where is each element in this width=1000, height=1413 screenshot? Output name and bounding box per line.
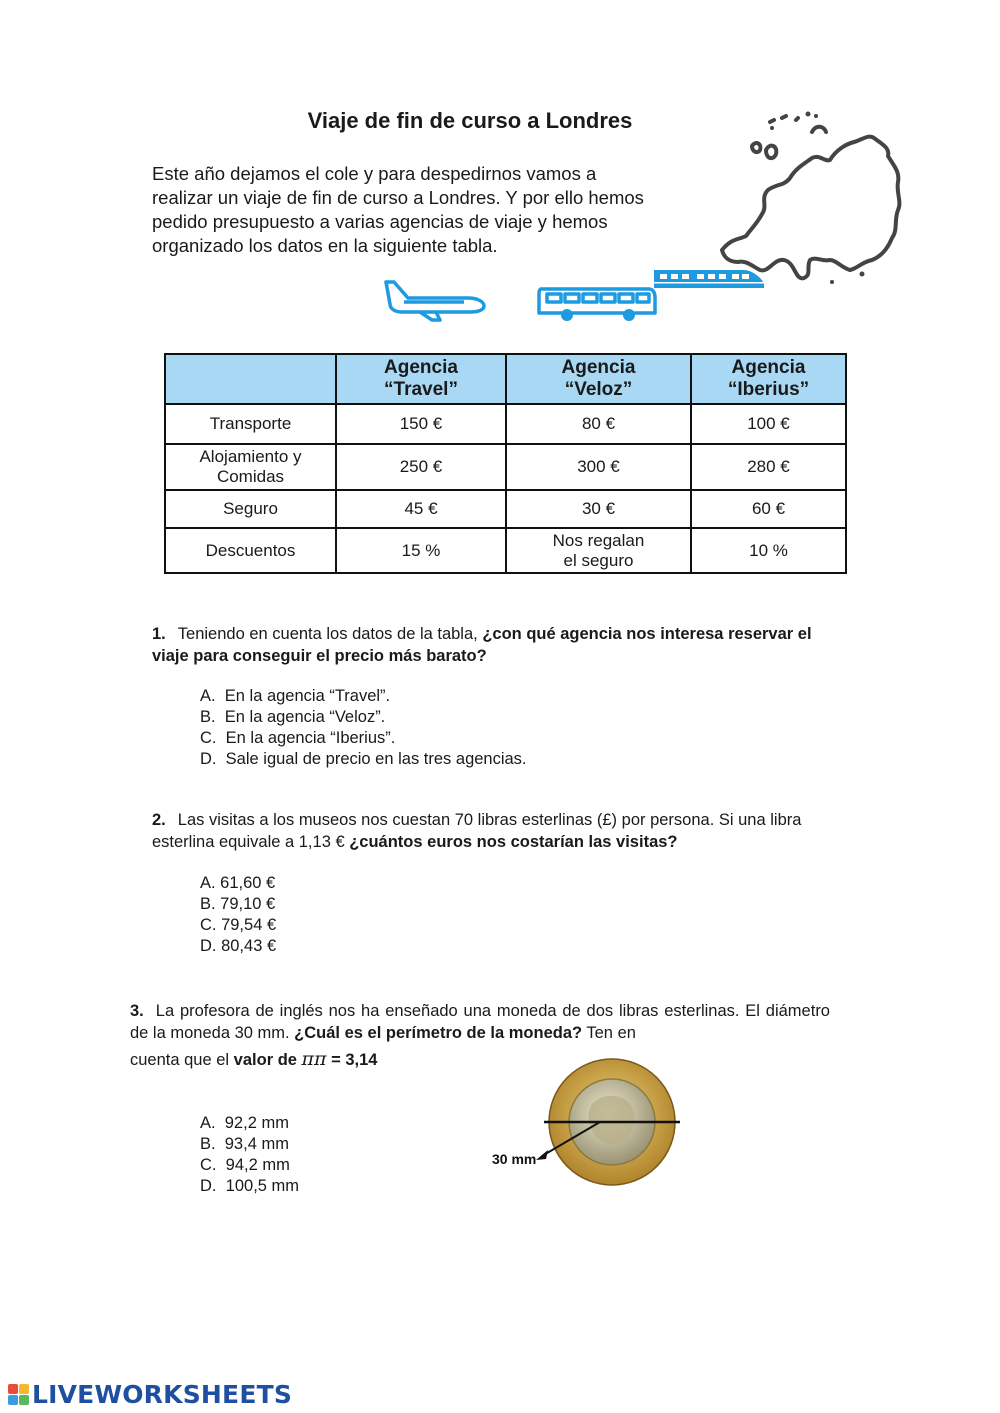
- liveworksheets-footer: [8, 1379, 292, 1409]
- pi-value: = 3,14: [326, 1051, 378, 1069]
- coin-diameter-label: 30 mm: [492, 1151, 537, 1167]
- question-3-options: [200, 1113, 299, 1197]
- intro-paragraph: Este año dejamos el cole y para despedirnos vamos a realizar un viaje de fin de curso a Londres. Y por ello hemos pedido presupuesto a varias agencias de viaje y hemos organizado los datos en la siguiente tabla.: [152, 163, 644, 256]
- table-cell: Alojamiento y Comidas: [165, 444, 336, 490]
- answer-option[interactable]: C. 94,2 mm: [200, 1156, 290, 1174]
- question-text: Teniendo en cuenta los datos de la tabla,: [177, 625, 483, 643]
- question-2: [152, 809, 832, 853]
- table-cell: 10 %: [691, 528, 846, 573]
- answer-option[interactable]: A. En la agencia “Travel”.: [200, 687, 391, 705]
- table-header-row: [165, 354, 846, 404]
- table-header-cell: Agencia “Travel”: [336, 354, 506, 404]
- table-cell: 100 €: [691, 404, 846, 444]
- answer-option[interactable]: C. En la agencia “Iberius”.: [200, 729, 396, 747]
- table-row: [165, 444, 846, 490]
- table-cell: Transporte: [165, 404, 336, 444]
- table-cell: 150 €: [336, 404, 506, 444]
- liveworksheets-logo-icon: [8, 1384, 29, 1405]
- question-text: cuenta que el: [130, 1051, 234, 1069]
- question-number: 3.: [130, 1002, 144, 1020]
- budget-table: [164, 353, 847, 574]
- airplane-icon: [380, 278, 488, 322]
- brand-name: LIVEWORKSHEETS: [32, 1379, 293, 1409]
- answer-option[interactable]: D. Sale igual de precio en las tres agencias.: [200, 750, 527, 768]
- question-3: [130, 1000, 830, 1071]
- table-row: [165, 528, 846, 573]
- question-text-end: Ten en: [582, 1024, 636, 1042]
- table-cell: 60 €: [691, 490, 846, 528]
- question-bold-text: valor de: [233, 1051, 302, 1069]
- answer-option[interactable]: A. 92,2 mm: [200, 1114, 289, 1132]
- question-bold-text: ¿cuántos euros nos costarían las visitas?: [349, 833, 678, 851]
- question-bold-text: ¿Cuál es el perímetro de la moneda?: [294, 1024, 583, 1042]
- bus-icon: [535, 283, 659, 323]
- question-number: 2.: [152, 811, 166, 829]
- question-number: 1.: [152, 625, 166, 643]
- table-header-cell: [165, 354, 336, 404]
- table-cell: 300 €: [506, 444, 691, 490]
- table-cell: Nos regalan el seguro: [506, 528, 691, 573]
- table-cell: 250 €: [336, 444, 506, 490]
- question-2-options: [200, 873, 276, 957]
- europe-map-icon: [712, 110, 907, 290]
- table-header-cell: Agencia “Iberius”: [691, 354, 846, 404]
- table-cell: 30 €: [506, 490, 691, 528]
- answer-option[interactable]: A. 61,60 €: [200, 874, 276, 892]
- question-1-options: [200, 686, 527, 770]
- table-cell: 15 %: [336, 528, 506, 573]
- table-cell: 280 €: [691, 444, 846, 490]
- table-cell: Seguro: [165, 490, 336, 528]
- page-title: Viaje de fin de curso a Londres: [307, 108, 633, 133]
- table-row: [165, 404, 846, 444]
- table-cell: Descuentos: [165, 528, 336, 573]
- answer-option[interactable]: B. 93,4 mm: [200, 1135, 289, 1153]
- train-icon: [652, 266, 766, 292]
- coin-image: [488, 1058, 688, 1188]
- question-1: [152, 623, 832, 667]
- pi-symbol: 𝜋𝜋: [301, 1048, 327, 1070]
- answer-option[interactable]: B. 79,10 €: [200, 895, 276, 913]
- question-text: La profesora de inglés nos ha enseñado una moneda de dos libras esterlinas. El diámetro de la moneda 30 mm.: [130, 1002, 830, 1042]
- table-cell: 45 €: [336, 490, 506, 528]
- question-text: Las visitas a los museos nos cuestan 70 libras esterlinas (£) por persona. Si una libra esterlina equivale a 1,13 €: [152, 811, 802, 851]
- table-row: [165, 490, 846, 528]
- answer-option[interactable]: B. En la agencia “Veloz”.: [200, 708, 386, 726]
- question-bold-text: ¿con qué agencia nos interesa reservar el viaje para conseguir el precio más barato?: [152, 625, 812, 665]
- answer-option[interactable]: D. 100,5 mm: [200, 1177, 300, 1195]
- answer-option[interactable]: D. 80,43 €: [200, 937, 277, 955]
- table-cell: 80 €: [506, 404, 691, 444]
- answer-option[interactable]: C. 79,54 €: [200, 916, 277, 934]
- table-header-cell: Agencia “Veloz”: [506, 354, 691, 404]
